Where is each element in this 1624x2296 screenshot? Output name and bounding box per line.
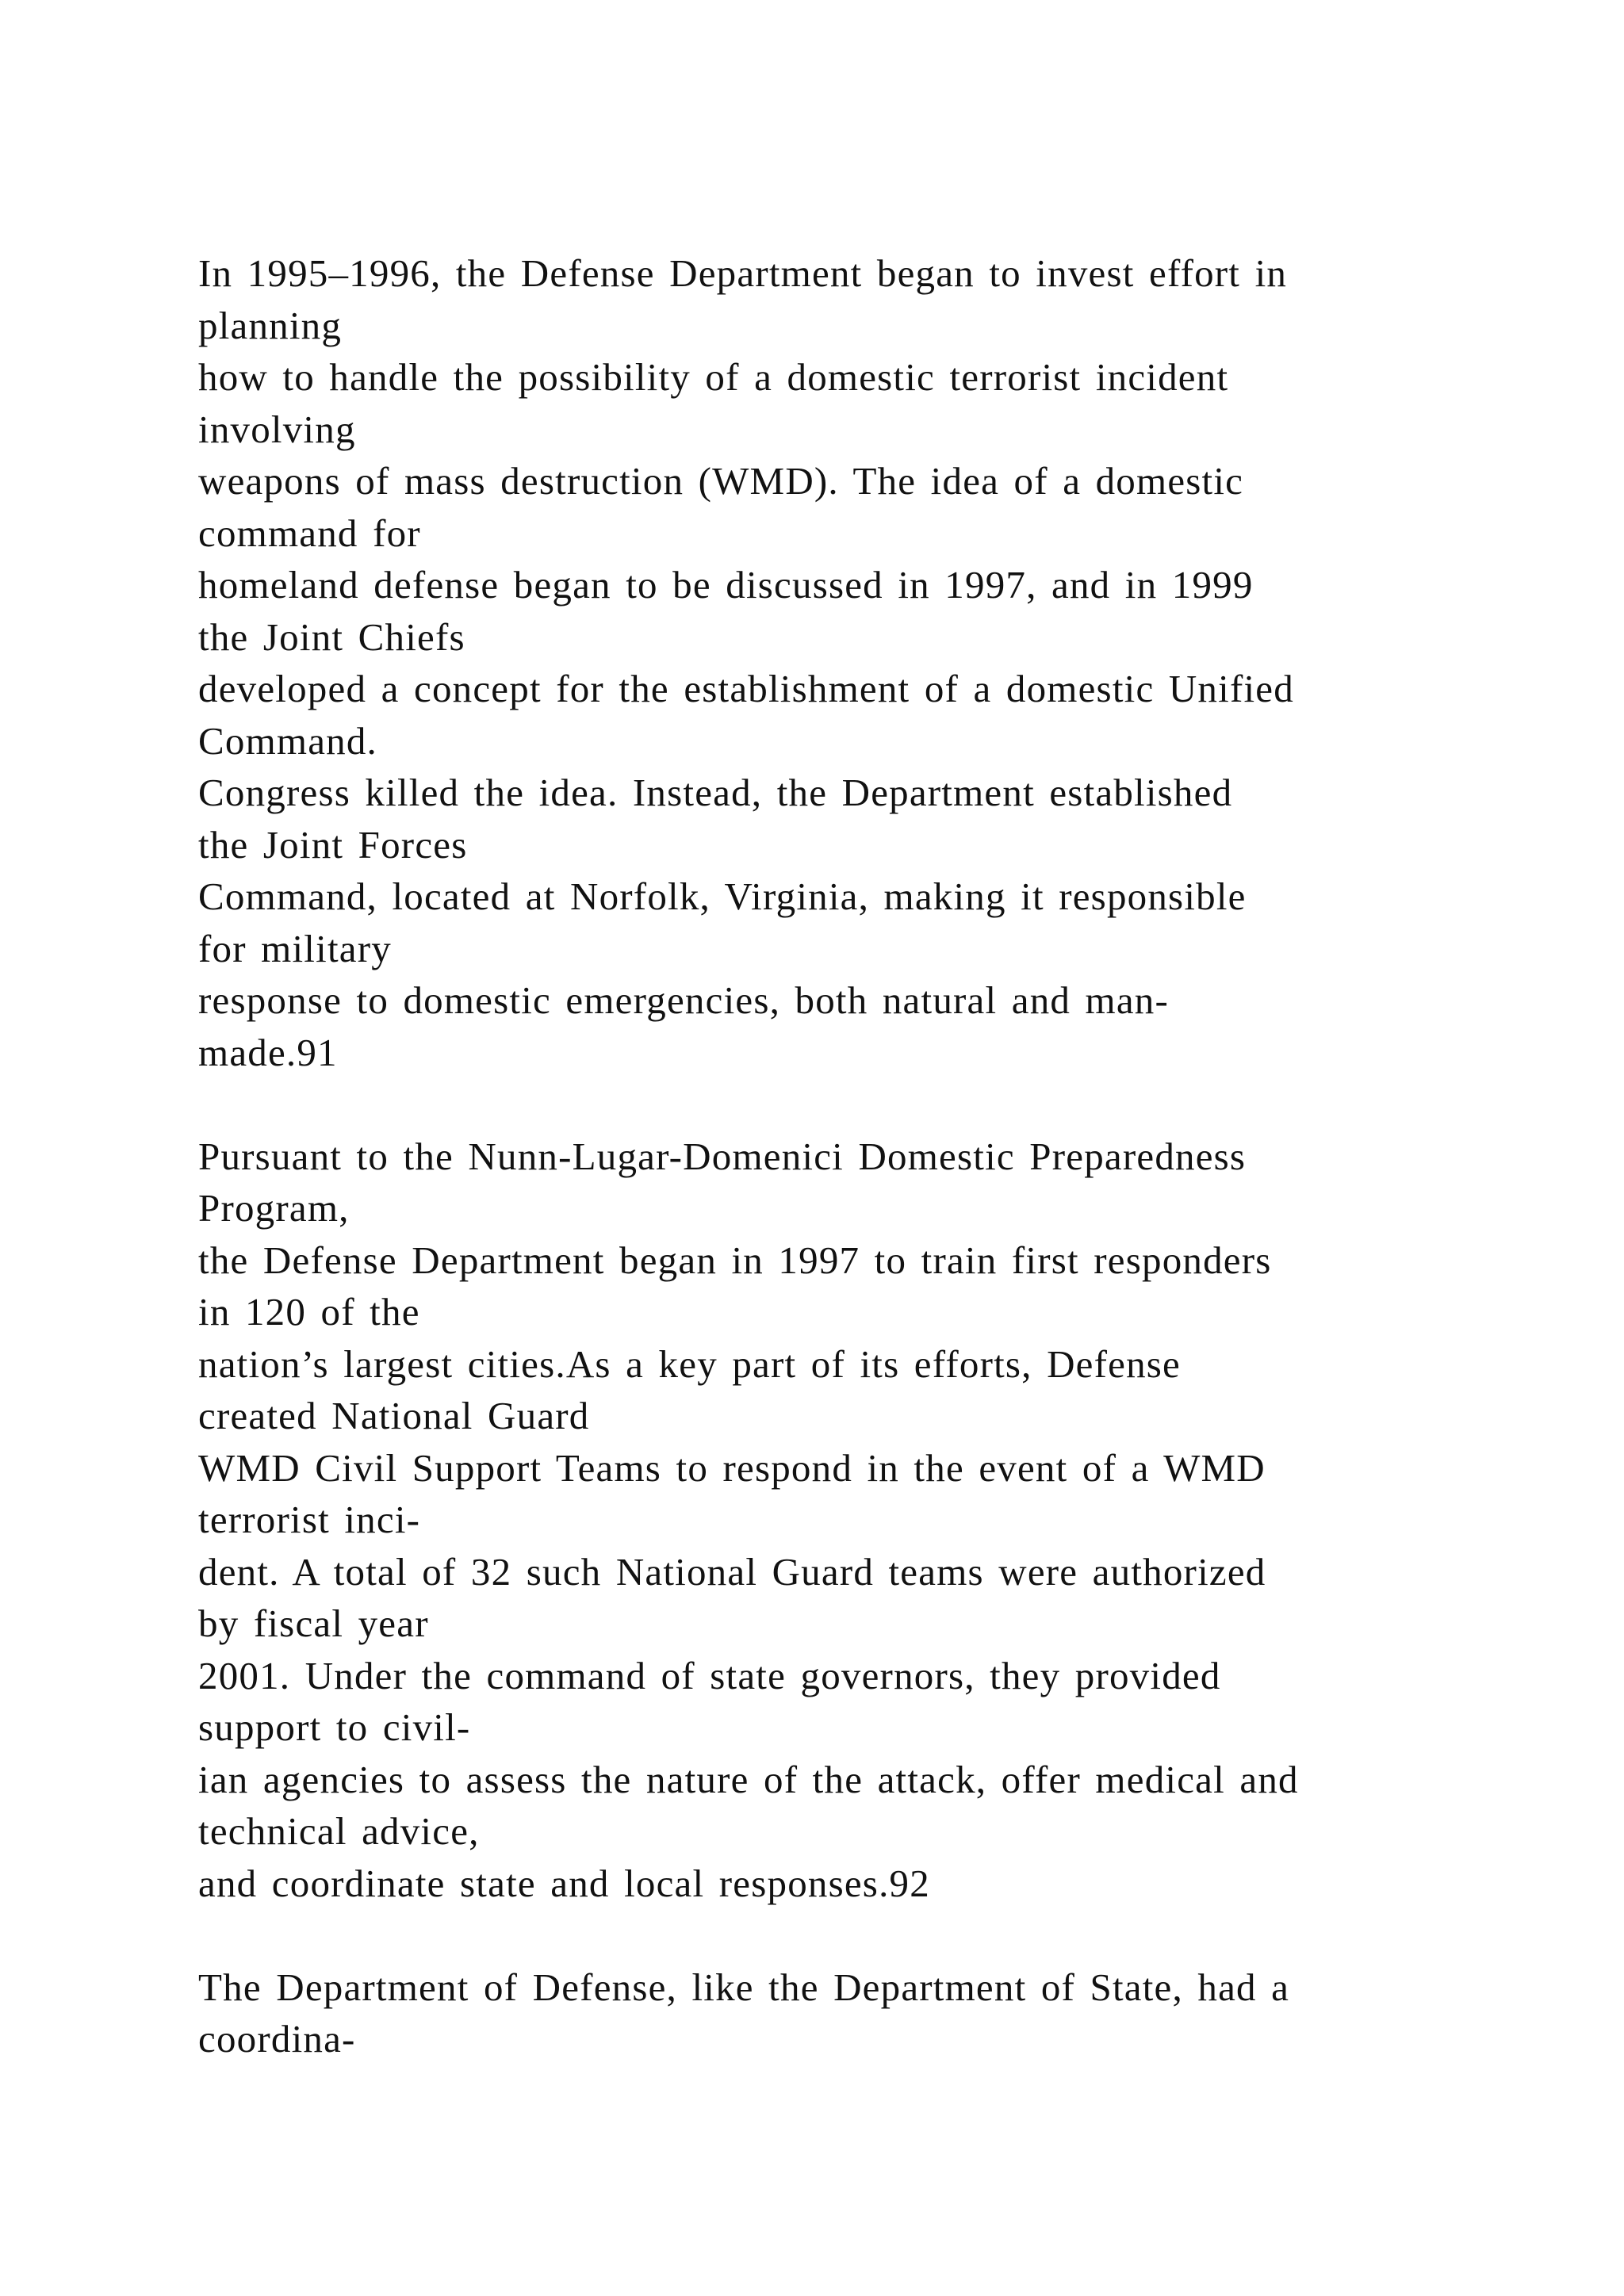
text-line: response to domestic emergencies, both natural and man- <box>198 978 1170 1022</box>
text-line: WMD Civil Support Teams to respond in the event of a WMD <box>198 1445 1266 1490</box>
text-line: the Joint Forces <box>198 822 468 867</box>
text-line: command for <box>198 511 421 555</box>
text-line: the Defense Department began in 1997 to train first responders <box>198 1238 1272 1282</box>
text-line: developed a concept for the establishment of a domestic Unified <box>198 667 1294 710</box>
text-line: 2001. Under the command of state governors, they provided <box>198 1653 1221 1697</box>
paragraph-1 <box>198 247 1483 1078</box>
paragraph-3 <box>198 1961 1483 2065</box>
text-line: in 120 of the <box>198 1290 420 1334</box>
text-line: for military <box>198 926 392 970</box>
text-line: Pursuant to the Nunn-Lugar-Domenici Domestic Preparedness <box>198 1134 1247 1178</box>
text-line: by fiscal year <box>198 1601 429 1645</box>
text-line: Command, located at Norfolk, Virginia, making it responsible <box>198 874 1247 918</box>
text-line: technical advice, <box>198 1809 480 1853</box>
text-line: made.91 <box>198 1030 338 1074</box>
text-line: coordina- <box>198 2017 356 2061</box>
paragraph-gap <box>198 1909 1483 1961</box>
text-line: Congress killed the idea. Instead, the Department established <box>198 771 1233 814</box>
text-line: terrorist inci- <box>198 1498 421 1541</box>
text-line: Program, <box>198 1186 350 1230</box>
text-line: the Joint Chiefs <box>198 614 465 659</box>
text-line: dent. A total of 32 such National Guard teams were authorized <box>198 1549 1266 1594</box>
paragraph-gap <box>198 1078 1483 1131</box>
text-line: The Department of Defense, like the Department of State, had a <box>198 1965 1290 2009</box>
text-line: planning <box>198 303 343 347</box>
paragraph-2 <box>198 1131 1483 1910</box>
text-line: created National Guard <box>198 1394 590 1437</box>
text-line: homeland defense began to be discussed in 1997, and in 1999 <box>198 563 1254 607</box>
text-line: nation’s largest cities.As a key part of its efforts, Defense <box>198 1341 1182 1386</box>
document-body <box>198 247 1483 2065</box>
text-line: involving <box>198 407 356 451</box>
text-line: In 1995–1996, the Defense Department began to invest effort in <box>198 251 1288 295</box>
text-line: Command. <box>198 718 378 763</box>
text-line: support to civil- <box>198 1705 471 1749</box>
text-line: how to handle the possibility of a domestic terrorist incident <box>198 355 1229 399</box>
text-line: ian agencies to assess the nature of the attack, offer medical and <box>198 1757 1299 1801</box>
text-line: and coordinate state and local responses.92 <box>198 1861 930 1905</box>
text-line: weapons of mass destruction (WMD). The idea of a domestic <box>198 459 1244 503</box>
